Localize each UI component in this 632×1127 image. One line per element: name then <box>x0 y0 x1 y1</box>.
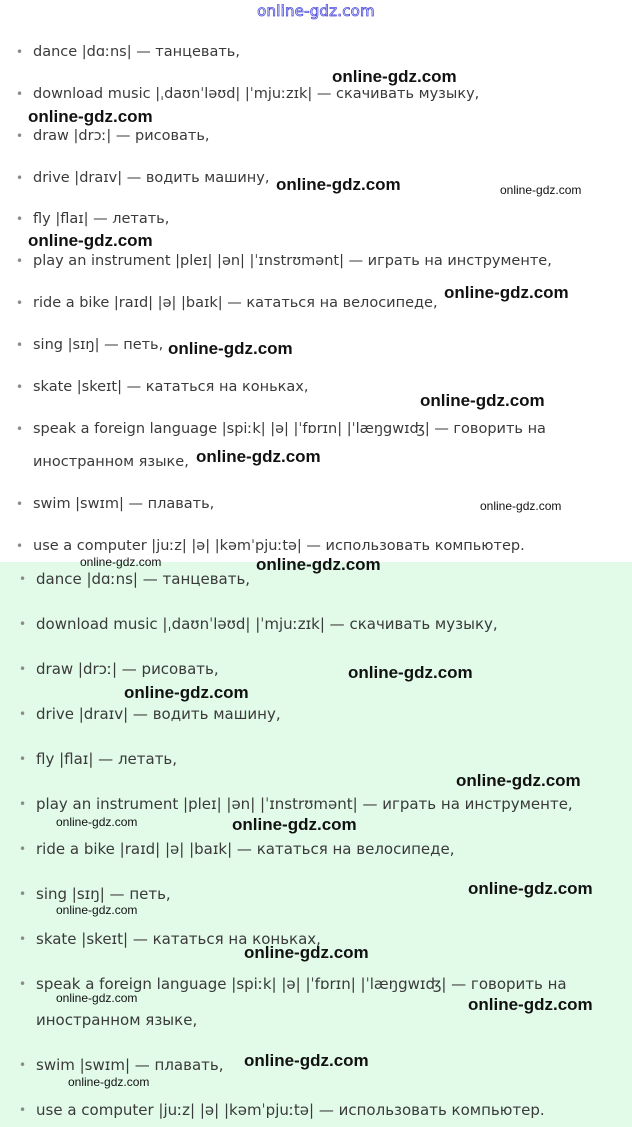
watermark: online-gdz.com <box>196 447 321 466</box>
watermark: online-gdz.com <box>28 107 153 126</box>
list-item <box>16 126 210 146</box>
list-item <box>16 42 240 62</box>
list-item-continuation <box>33 452 189 472</box>
bullet-icon: • <box>16 212 24 226</box>
bullet-icon: • <box>16 380 24 394</box>
bullet-icon: • <box>19 617 27 631</box>
watermark: online-gdz.com <box>468 995 593 1014</box>
bullet-icon: • <box>19 707 27 721</box>
header-watermark: online-gdz.com <box>257 2 375 20</box>
list-item-text: drive |draɪv| — водить машину, <box>36 705 281 723</box>
bullet-icon: • <box>19 662 27 676</box>
list-item-text: fly |flaɪ| — летать, <box>33 211 170 227</box>
list-item-text: ride a bike |raɪd| |ə| |baɪk| — кататься на велосипеде, <box>36 840 455 858</box>
watermark: online-gdz.com <box>244 943 369 962</box>
bullet-icon: • <box>19 932 27 946</box>
list-item <box>16 168 270 188</box>
list-item-text: play an instrument |pleɪ| |ən| |ˈɪnstrʊmənt| — играть на инструменте, <box>33 253 552 269</box>
list-item <box>16 536 525 556</box>
list-item <box>16 419 546 439</box>
list-item-text: draw |drɔː| — рисовать, <box>36 660 219 678</box>
bullet-icon: • <box>16 539 24 553</box>
watermark: online-gdz.com <box>456 771 581 790</box>
list-item <box>16 377 309 397</box>
watermark: online-gdz.com <box>80 555 162 569</box>
watermark: online-gdz.com <box>500 183 582 197</box>
bullet-icon: • <box>19 797 27 811</box>
bullet-icon: • <box>16 171 24 185</box>
list-item-text: speak a foreign language |spiːk| |ə| |ˈfɒrɪn| |ˈlæŋgwɪʤ| — говорить на <box>33 421 546 437</box>
watermark: online-gdz.com <box>244 1051 369 1070</box>
list-item-text: swim |swɪm| — плавать, <box>33 496 215 512</box>
bullet-icon: • <box>19 752 27 766</box>
list-item-text: use a computer |juːz| |ə| |kəmˈpjuːtə| — использовать компьютер. <box>33 538 525 554</box>
watermark: online-gdz.com <box>468 879 593 898</box>
bullet-icon: • <box>19 1103 27 1117</box>
list-item <box>19 1055 224 1075</box>
watermark: online-gdz.com <box>124 683 249 702</box>
list-item-text: skate |skeɪt| — кататься на коньках, <box>33 379 309 395</box>
list-item <box>19 884 171 904</box>
watermark: online-gdz.com <box>276 175 401 194</box>
watermark: online-gdz.com <box>28 231 153 250</box>
word-list-green <box>0 562 632 1127</box>
bullet-icon: • <box>19 887 27 901</box>
list-item-text: download music |ˌdaʊnˈləʊd| |ˈmjuːzɪk| — скачивать музыку, <box>33 86 480 102</box>
watermark: online-gdz.com <box>444 283 569 302</box>
list-item-text: fly |flaɪ| — летать, <box>36 750 178 768</box>
list-item-text: dance |dɑːns| — танцевать, <box>36 570 251 588</box>
watermark: online-gdz.com <box>68 1075 150 1089</box>
list-item-text: speak a foreign language |spiːk| |ə| |ˈfɒrɪn| |ˈlæŋgwɪʤ| — говорить на <box>36 975 567 993</box>
bullet-icon: • <box>19 572 27 586</box>
list-item <box>19 569 251 589</box>
list-item-text: skate |skeɪt| — кататься на коньках, <box>36 930 321 948</box>
list-item <box>16 494 215 514</box>
watermark: online-gdz.com <box>480 499 562 513</box>
list-item-text: draw |drɔː| — рисовать, <box>33 128 210 144</box>
watermark: online-gdz.com <box>56 991 138 1005</box>
watermark: online-gdz.com <box>56 815 138 829</box>
list-item <box>16 293 438 313</box>
list-item <box>19 1100 545 1120</box>
list-item <box>16 251 552 271</box>
watermark: online-gdz.com <box>232 815 357 834</box>
bullet-icon: • <box>16 422 24 436</box>
list-item <box>16 84 480 104</box>
bullet-icon: • <box>16 129 24 143</box>
list-item-text: use a computer |juːz| |ə| |kəmˈpjuːtə| — использовать компьютер. <box>36 1101 545 1119</box>
list-item <box>16 209 170 229</box>
bullet-icon: • <box>19 842 27 856</box>
list-item-text: drive |draɪv| — водить машину, <box>33 170 270 186</box>
watermark: online-gdz.com <box>256 555 381 574</box>
list-item <box>19 659 219 679</box>
list-item <box>19 749 178 769</box>
watermark: online-gdz.com <box>56 903 138 917</box>
list-item <box>19 794 573 814</box>
list-item-text: swim |swɪm| — плавать, <box>36 1056 224 1074</box>
list-item-text: dance |dɑːns| — танцевать, <box>33 44 240 60</box>
bullet-icon: • <box>16 45 24 59</box>
bullet-icon: • <box>16 254 24 268</box>
list-item-text: sing |sɪŋ| — петь, <box>36 885 171 903</box>
list-item <box>19 839 455 859</box>
bullet-icon: • <box>16 338 24 352</box>
list-item-text: play an instrument |pleɪ| |ən| |ˈɪnstrʊmənt| — играть на инструменте, <box>36 795 573 813</box>
list-item-text: иностранном языке, <box>36 1011 198 1029</box>
watermark: online-gdz.com <box>168 339 293 358</box>
bullet-icon: • <box>16 497 24 511</box>
list-item-text: sing |sɪŋ| — петь, <box>33 337 164 353</box>
watermark: online-gdz.com <box>332 67 457 86</box>
list-item-text: ride a bike |raɪd| |ə| |baɪk| — кататься на велосипеде, <box>33 295 438 311</box>
bullet-icon: • <box>19 977 27 991</box>
list-item-text: иностранном языке, <box>33 454 189 470</box>
watermark: online-gdz.com <box>348 663 473 682</box>
bullet-icon: • <box>16 87 24 101</box>
list-item <box>19 614 498 634</box>
watermark: online-gdz.com <box>420 391 545 410</box>
list-item <box>19 704 281 724</box>
bullet-icon: • <box>16 296 24 310</box>
list-item-continuation <box>36 1010 197 1030</box>
list-item-text: download music |ˌdaʊnˈləʊd| |ˈmjuːzɪk| — скачивать музыку, <box>36 615 498 633</box>
list-item <box>16 335 164 355</box>
bullet-icon: • <box>19 1058 27 1072</box>
